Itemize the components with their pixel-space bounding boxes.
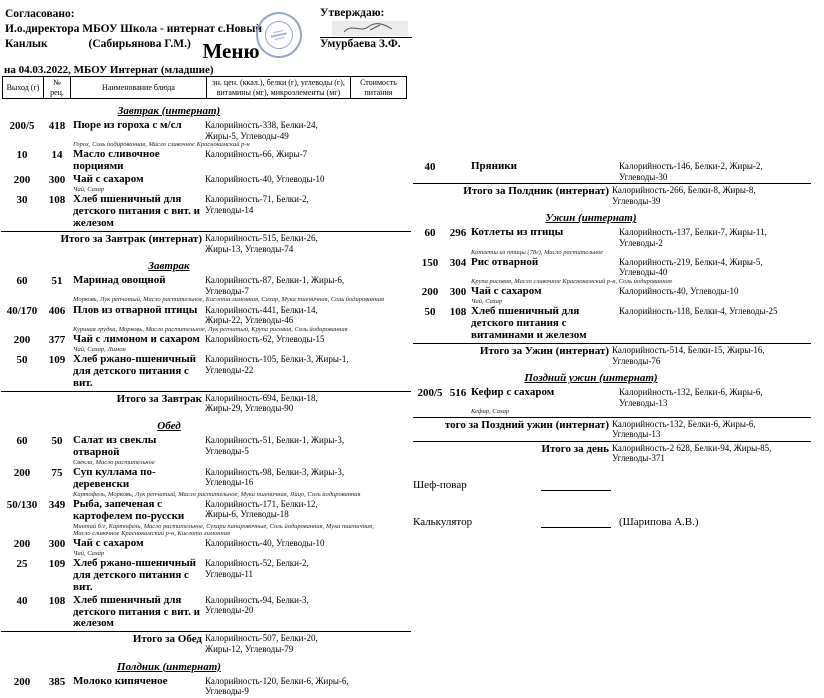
total-nutrition: Калорийность-514, Белки-15, Жиры-16, Углеводы-76 — [612, 345, 765, 366]
dish-nutrition: Калорийность-441, Белки-14, Жиры-22, Углеводы-46 — [205, 304, 318, 326]
total-row — [1, 231, 411, 254]
meal-section-title: Обед — [157, 419, 181, 432]
signature-icon — [340, 21, 396, 36]
approver-name: Умурбаева З.Ф. — [320, 38, 401, 50]
column-header-dish: Наименование блюда — [71, 77, 207, 98]
dish-nutrition: Калорийность-105, Белки-3, Жиры-1, Углеводы-22 — [205, 354, 349, 375]
dish-ingredients: Куриная грудка, Морковь, Масло растительное, Лук репчатый, Крупа рисовая, Соль йодированная — [73, 325, 348, 333]
dish-nutrition: Калорийность-98, Белки-3, Жиры-3, Углеводы-16 — [205, 466, 345, 488]
menu-row — [1, 676, 411, 697]
meal-section-title: Полдник (интернат) — [117, 660, 221, 673]
menu-row — [1, 275, 411, 303]
calculator-label: Калькулятор — [413, 516, 473, 529]
dish-name: Пряники — [471, 160, 517, 172]
dish-output-value: 200 — [13, 675, 31, 688]
dish-ingredients: Чай, Сахар — [471, 298, 503, 306]
total-label: Итого за Завтрак (интернат) — [60, 232, 202, 245]
dish-name: Хлеб ржано-пшеничный для детского питания с вит. — [73, 353, 196, 389]
dish-name: Плов из отварной птицы — [73, 303, 198, 316]
menu-row-main — [1, 467, 411, 491]
dish-recipe-number: 516 — [449, 387, 467, 400]
menu-row — [1, 305, 411, 333]
date-line: на 04.03.2022, МБОУ Интернат (младшие) — [4, 64, 214, 76]
menu-row — [1, 334, 411, 353]
meal-section-header — [1, 416, 337, 434]
meal-section-title: Ужин (интернат) — [545, 212, 637, 225]
dish-name: Кефир с сахаром — [471, 386, 555, 399]
menu-row — [1, 467, 411, 498]
total-label: Итого за Полдник (интернат) — [463, 185, 609, 198]
dish-output-value: 10 — [16, 149, 28, 162]
dish-name: Рис отварной — [471, 255, 539, 268]
dish-nutrition: Калорийность-118, Белки-4, Углеводы-25 — [619, 306, 778, 317]
dish-output-value: 60 — [16, 434, 28, 447]
menu-row — [413, 286, 811, 305]
menu-row-main — [413, 161, 811, 182]
menu-row — [413, 257, 811, 285]
chef-signature-line — [541, 478, 611, 491]
dish-recipe-number: 51 — [51, 275, 63, 288]
dish-output-value: 200/5 — [417, 387, 443, 400]
total-label: Итого за день — [541, 442, 609, 455]
dish-nutrition: Калорийность-132, Белки-6, Жиры-6, Углеводы-13 — [619, 387, 763, 408]
dish-output-value: 60 — [16, 275, 28, 288]
total-row — [1, 631, 411, 654]
total-nutrition: Калорийность-2 628, Белки-94, Жиры-85, Углеводы-371 — [612, 442, 772, 464]
dish-output-value: 40 — [424, 161, 436, 173]
dish-name: Хлеб пшеничный для детского питания с вит. и железом — [73, 193, 200, 230]
dish-output-value: 30 — [16, 194, 28, 207]
dish-name: Котлеты из птицы — [471, 226, 564, 239]
dish-recipe-number: 50 — [51, 434, 63, 447]
dish-name: Рыба, запеченая с картофелем по-русски — [73, 497, 185, 522]
meal-section-header — [1, 657, 337, 675]
menu-row — [1, 194, 411, 230]
dish-output-value: 25 — [16, 558, 28, 571]
menu-row — [413, 306, 811, 342]
dish-ingredients: Крупа рисовая, Масло сливочное Краснокамский р-н, Соль йодированная — [471, 278, 672, 286]
menu-row — [1, 149, 411, 173]
menu-row-main — [1, 595, 411, 631]
dish-name: Салат из свеклы отварной — [73, 433, 157, 458]
menu-left-column — [1, 99, 411, 698]
dish-ingredients: Картофель, Морковь, Лук репчатый, Масло растительное, Мука пшеничная, Яйцо, Соль йодированная — [73, 490, 361, 498]
total-nutrition: Калорийность-132, Белки-6, Жиры-6, Углеводы-13 — [612, 418, 756, 440]
dish-name: Чай с лимоном и сахаром — [73, 332, 200, 345]
total-row — [413, 183, 811, 206]
dish-nutrition: Калорийность-52, Белки-2, Углеводы-11 — [205, 558, 309, 579]
total-row — [413, 343, 811, 366]
dish-name: Хлеб пшеничный для детского питания с вит. и железом — [73, 593, 200, 630]
dish-output-value: 150 — [421, 256, 439, 269]
menu-row-main — [1, 435, 411, 459]
menu-row-main — [1, 354, 411, 390]
menu-row-main — [1, 149, 411, 173]
dish-nutrition: Калорийность-66, Жиры-7 — [205, 149, 308, 160]
menu-row-main — [413, 227, 811, 248]
dish-recipe-number: 377 — [48, 333, 66, 346]
dish-output-value: 50 — [16, 354, 28, 367]
total-row — [413, 417, 811, 440]
dish-output-value: 50 — [424, 306, 436, 319]
dish-recipe-number: 304 — [449, 256, 467, 269]
dish-nutrition: Калорийность-87, Белки-1, Жиры-6, Углеводы-7 — [205, 275, 345, 296]
dish-name: Чай с сахаром — [73, 173, 144, 186]
menu-table-header — [2, 76, 407, 99]
dish-nutrition: Калорийность-137, Белки-7, Жиры-11, Углеводы-2 — [619, 227, 767, 249]
menu-row — [1, 595, 411, 631]
menu-row-main — [413, 306, 811, 342]
menu-row — [1, 120, 411, 148]
column-header-recipe: № рец. — [44, 77, 71, 98]
total-label: Итого за Ужин (интернат) — [479, 345, 609, 358]
dish-name: Чай с сахаром — [471, 285, 542, 298]
dish-recipe-number: 300 — [449, 286, 467, 299]
dish-name: Хлеб пшеничный для детского питания с витаминами и железом — [471, 305, 587, 342]
calculator-signature-line — [541, 515, 611, 528]
menu-right-blocks — [413, 161, 811, 464]
dish-recipe-number: 75 — [51, 466, 63, 479]
dish-output-value: 200/5 — [9, 120, 35, 132]
total-row — [413, 441, 811, 464]
signature-line — [320, 21, 412, 38]
meal-section-title: Поздний ужин (интернат) — [524, 372, 658, 385]
director-name: (Сабирьянова Г.М.) — [88, 37, 191, 50]
column-header-cost: Стоимость питания — [360, 78, 397, 97]
dish-ingredients: Горох, Соль йодированная, Масло сливочное Краснокамский р-н — [73, 141, 250, 149]
dish-nutrition: Калорийность-40, Углеводы-10 — [205, 174, 325, 185]
menu-row-main — [413, 387, 811, 408]
menu-row — [413, 161, 811, 182]
dish-name: Чай с сахаром — [73, 536, 144, 549]
dish-ingredients: Морковь, Лук репчатый, Масло растительное, Кислота лимонная, Сахар, Мука пшеничная, Соль йодированная — [73, 296, 384, 304]
dish-name: Пюре из гороха с м/сл — [73, 119, 182, 131]
dish-nutrition: Калорийность-51, Белки-1, Жиры-3, Углеводы-5 — [205, 434, 345, 456]
column-header-output: Выход (г) — [3, 77, 44, 98]
dish-output-value: 50/130 — [6, 498, 38, 511]
menu-row-main — [1, 194, 411, 230]
dish-name: Маринад овощной — [73, 274, 166, 287]
dish-nutrition: Калорийность-94, Белки-3, Углеводы-20 — [205, 594, 309, 616]
dish-nutrition: Калорийность-71, Белки-2, Углеводы-14 — [205, 194, 309, 215]
dish-ingredients: Кефир, Сахар — [471, 408, 510, 416]
director-line: И.о.директора МБОУ Школа - интернат с.Новый — [5, 22, 262, 35]
dish-recipe-number: 300 — [48, 174, 66, 187]
dish-recipe-number: 418 — [48, 120, 66, 132]
meal-section-header — [1, 101, 337, 119]
menu-row — [1, 538, 411, 557]
dish-output-value: 40 — [16, 594, 28, 607]
total-nutrition: Калорийность-694, Белки-18, Жиры-29, Углеводы-90 — [205, 392, 318, 414]
dish-recipe-number: 108 — [48, 194, 66, 207]
chef-label: Шеф-повар — [413, 479, 467, 492]
dish-name: Суп куллама по-деревенски — [73, 465, 156, 490]
dish-recipe-number: 109 — [48, 558, 66, 571]
dish-name: Хлеб ржано-пшеничный для детского питания с вит. — [73, 557, 196, 593]
dish-nutrition: Калорийность-120, Белки-6, Жиры-6, Углеводы-9 — [205, 675, 349, 697]
total-label: Итого за Завтрак — [116, 392, 202, 405]
dish-nutrition: Калорийность-171, Белки-12, Жиры-6, Углеводы-18 — [205, 498, 318, 520]
calculator-signature-row — [413, 515, 811, 528]
menu-row-main — [1, 499, 411, 523]
dish-nutrition: Калорийность-338, Белки-24, Жиры-5, Углеводы-49 — [205, 120, 318, 141]
menu-row — [1, 174, 411, 193]
menu-row — [1, 558, 411, 594]
chef-signature-row — [413, 478, 811, 491]
dish-output-value: 60 — [424, 227, 436, 240]
total-nutrition: Калорийность-507, Белки-20, Жиры-12, Углеводы-79 — [205, 633, 318, 654]
menu-row-main — [1, 334, 411, 346]
dish-ingredients: Чай, Сахар — [73, 186, 105, 194]
dish-ingredients: Чай, Сахар — [73, 549, 105, 557]
meal-section-title: Завтрак — [148, 260, 190, 273]
calculator-name: (Шарипова А.В.) — [619, 516, 699, 529]
meal-section-header — [413, 208, 769, 226]
dish-recipe-number: 385 — [48, 675, 66, 688]
dish-name: Молоко кипяченое — [73, 674, 168, 687]
meal-section-header — [1, 256, 337, 274]
total-label: Итого за Обед — [132, 633, 202, 646]
menu-row-main — [413, 257, 811, 278]
dish-nutrition: Калорийность-62, Углеводы-15 — [205, 333, 325, 344]
menu-row — [413, 227, 811, 255]
school-word: Канлык — [5, 37, 48, 50]
dish-output-value: 200 — [13, 174, 31, 187]
dish-recipe-number: 14 — [51, 149, 63, 162]
dish-nutrition: Калорийность-219, Белки-4, Жиры-5, Углеводы-40 — [619, 256, 763, 278]
dish-recipe-number: 109 — [48, 354, 66, 367]
dish-recipe-number: 300 — [48, 537, 66, 550]
dish-output-value: 200 — [13, 333, 31, 346]
menu-row-main — [1, 305, 411, 326]
menu-row-main — [1, 558, 411, 594]
column-header-nutrition: эн. цен. (ккал.), белки (г), углеводы (г), витамины (мг), микроэлементы (мг) — [207, 77, 351, 98]
dish-ingredients: Минтай б/г, Картофель, Масло растительное, Сухари панировочные, Соль йодированная, Мука пшеничная, Масло сливочное Краснокамский р-н, Кислота лимонная — [73, 522, 374, 537]
page-title: Меню — [202, 39, 260, 63]
dish-recipe-number: 108 — [449, 306, 467, 319]
dish-name: Масло сливочное порциями — [73, 148, 160, 173]
menu-right-column-wrap — [413, 161, 811, 552]
menu-row — [413, 387, 811, 415]
approved-label: Утверждаю: — [320, 7, 385, 19]
dish-output-value: 200 — [13, 466, 31, 479]
menu-row-main — [1, 174, 411, 186]
dish-ingredients: Котлеты из птицы (78г), Масло растительное — [471, 248, 604, 256]
dish-output-value: 200 — [421, 286, 439, 299]
signatures-footer — [413, 478, 811, 528]
meal-section-title: Завтрак (интернат) — [117, 105, 221, 117]
dish-output-value: 40/170 — [6, 304, 38, 317]
dish-nutrition: Калорийность-40, Углеводы-10 — [205, 537, 325, 548]
dish-output-value: 200 — [13, 537, 31, 550]
agreed-label: Согласовано: — [5, 8, 75, 20]
dish-ingredients: Свекла, Масло растительное — [73, 458, 155, 466]
menu-row-main — [1, 120, 411, 141]
dish-ingredients: Чай, Сахар, Лимон — [73, 346, 126, 353]
menu-row — [1, 499, 411, 537]
menu-row — [1, 435, 411, 466]
total-row — [1, 391, 411, 414]
dish-nutrition: Калорийность-40, Углеводы-10 — [619, 286, 739, 297]
total-label: того за Поздний ужин (интернат) — [444, 418, 609, 431]
total-nutrition: Калорийность-515, Белки-26, Жиры-13, Углеводы-74 — [205, 232, 318, 254]
menu-row-main — [413, 286, 811, 298]
menu-row-main — [1, 538, 411, 550]
dish-recipe-number: 406 — [48, 304, 66, 317]
meal-section-header — [413, 368, 769, 386]
dish-nutrition: Калорийность-146, Белки-2, Жиры-2, Углеводы-30 — [619, 161, 763, 182]
menu-row-main — [1, 676, 411, 697]
total-nutrition: Калорийность-266, Белки-8, Жиры-8, Углеводы-39 — [612, 185, 756, 206]
dish-recipe-number: 349 — [48, 498, 66, 511]
dish-recipe-number: 108 — [48, 594, 66, 607]
menu-row-main — [1, 275, 411, 296]
dish-recipe-number: 296 — [449, 227, 467, 240]
menu-row — [1, 354, 411, 390]
